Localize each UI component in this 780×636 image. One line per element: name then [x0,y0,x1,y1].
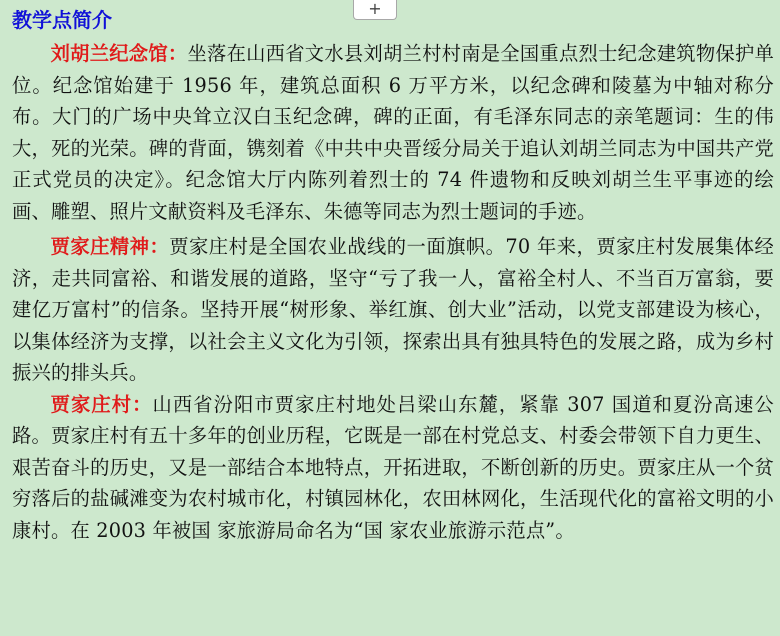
page-title: 教学点简介 [12,8,112,32]
section-text: 山西省汾阳市贾家庄村地处吕梁山东麓，紧靠 307 国道和夏汾高速公路。贾家庄村有五十多年的创业历程，它既是一部在村党总支、村委会带领下自力更生、艰苦奋斗的历史，又是一部结合本地特点，开拓进取，不断创新的历史。贾家庄从一个贫穷落后的盐碱滩变为农村城市化，村镇园林化，农田林网化，生活现代化的富裕文明的小康村。在 2003 年被国 家旅游局命名为“国 家农业旅游示范点”。 [12,392,774,542]
section-heading: 贾家庄村： [50,392,153,416]
section-jiajiazhuang-spirit [12,231,774,389]
expand-plus-button[interactable]: + [353,0,397,20]
section-text: 坐落在山西省文水县刘胡兰村村南是全国重点烈士纪念建筑物保护单位。纪念馆始建于 1956 年，建筑总面积 6 万平方米，以纪念碑和陵墓为中轴对称分布。大门的广场中央耸立汉白玉纪念碑，碑的正面，有毛泽东同志的亲笔题词：生的伟大，死的光荣。碑的背面，镌刻着《中共中央晋绥分局关于追认刘胡兰同志为中国共产党正式党员的决定》。纪念馆大厅内陈列着烈士的 74 件遗物和反映刘胡兰生平事迹的绘画、雕塑、照片文献资料及毛泽东、朱德等同志为烈士题词的手迹。 [12,42,774,223]
section-heading: 刘胡兰纪念馆： [50,42,188,65]
section-text: 贾家庄村是全国农业战线的一面旗帜。70 年来，贾家庄村发展集体经济，走共同富裕、和谐发展的道路，坚守“亏了我一人，富裕全村人、不当百万富翁，要建亿万富村”的信条。坚持开展“树形象、举红旗、创大业”活动，以党支部建设为核心，以集体经济为支撑，以社会主义文化为引领，探索出具有独具特色的发展之路，成为乡村振兴的排头兵。 [12,235,774,384]
section-heading: 贾家庄精神： [50,235,170,258]
section-liuhulan-memorial [12,38,774,227]
section-jiajiazhuang-village [12,389,774,547]
